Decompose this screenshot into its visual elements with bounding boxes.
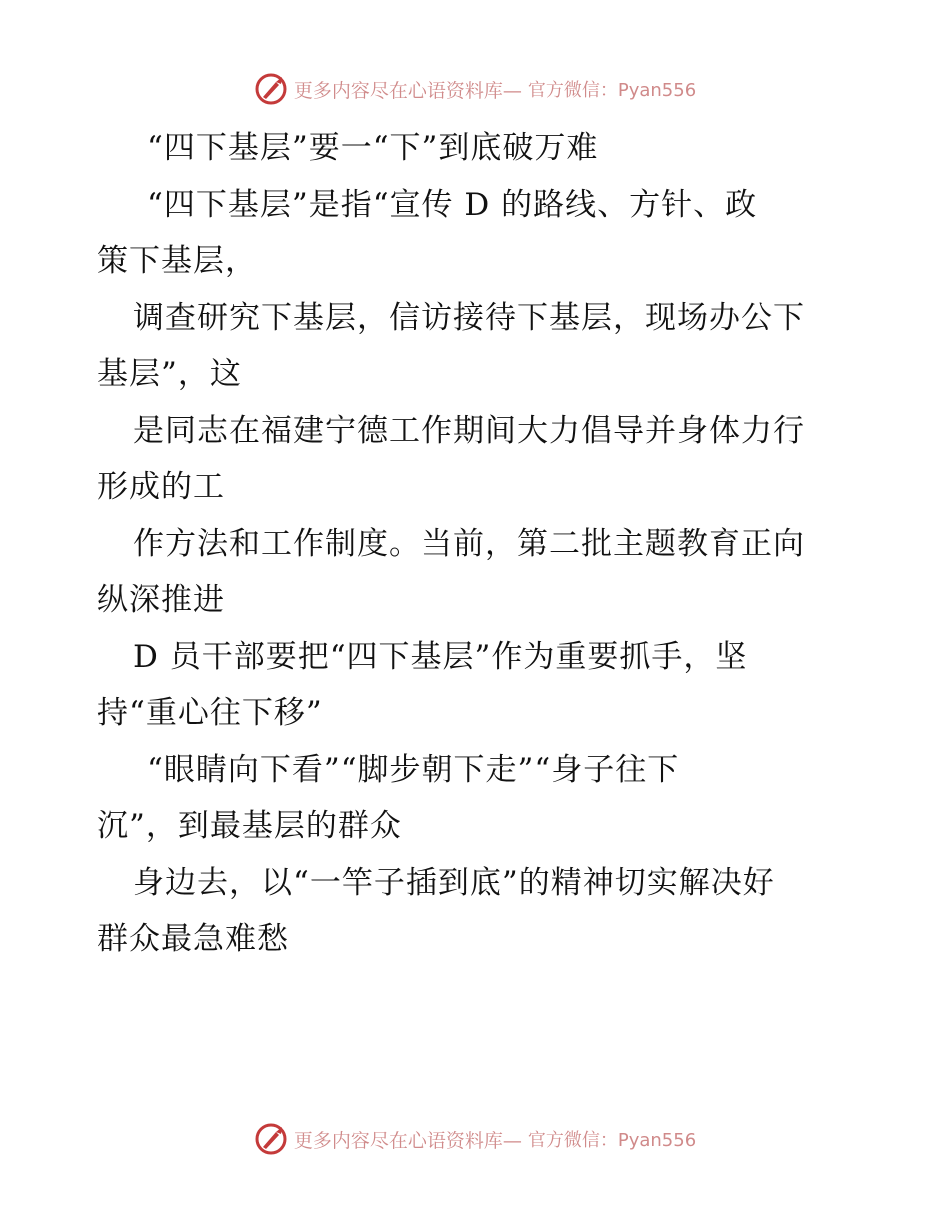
paragraph-line: “眼睛向下看”“脚步朝下走”“身子往下	[147, 751, 680, 788]
document-title: “四下基层”要一“下”到底破万难	[147, 130, 599, 166]
watermark-text: 更多内容尽在心语资料库—	[293, 1129, 522, 1152]
paragraph-line: 群众最急难愁	[97, 921, 289, 957]
paragraph-line: D 员干部要把“四下基层”作为重要抓手，坚	[133, 638, 748, 675]
watermark-text: 更多内容尽在心语资料库—	[293, 79, 522, 102]
footer-watermark	[0, 1122, 950, 1156]
document-body	[97, 120, 857, 968]
paragraph-line: 形成的工	[97, 469, 225, 505]
paragraph-line: 作方法和工作制度。当前，第二批主题教育正向	[133, 525, 805, 562]
paragraph-line: 策下基层，	[97, 243, 257, 279]
paragraph-line: 纵深推进	[97, 582, 225, 618]
paragraph-line: 持“重心往下移”	[97, 695, 323, 731]
paragraph-line: 是同志在福建宁德工作期间大力倡导并身体力行	[133, 412, 805, 449]
watermark-wechat: 官方微信：Pyan556	[527, 80, 697, 101]
paragraph-line: 调查研究下基层，信访接待下基层，现场办公下	[133, 299, 805, 336]
watermark-wechat: 官方微信：Pyan556	[527, 1130, 697, 1151]
feather-pen-logo-icon	[254, 72, 288, 106]
paragraph-line: 身边去，以“一竿子插到底”的精神切实解决好	[133, 864, 775, 901]
paragraph-line: “四下基层”是指“宣传 D 的路线、方针、政	[147, 186, 758, 223]
header-watermark	[0, 72, 950, 106]
paragraph-line: 基层”，这	[97, 356, 242, 392]
paragraph-line: 沉”，到最基层的群众	[97, 808, 402, 844]
feather-pen-logo-icon	[254, 1122, 288, 1156]
